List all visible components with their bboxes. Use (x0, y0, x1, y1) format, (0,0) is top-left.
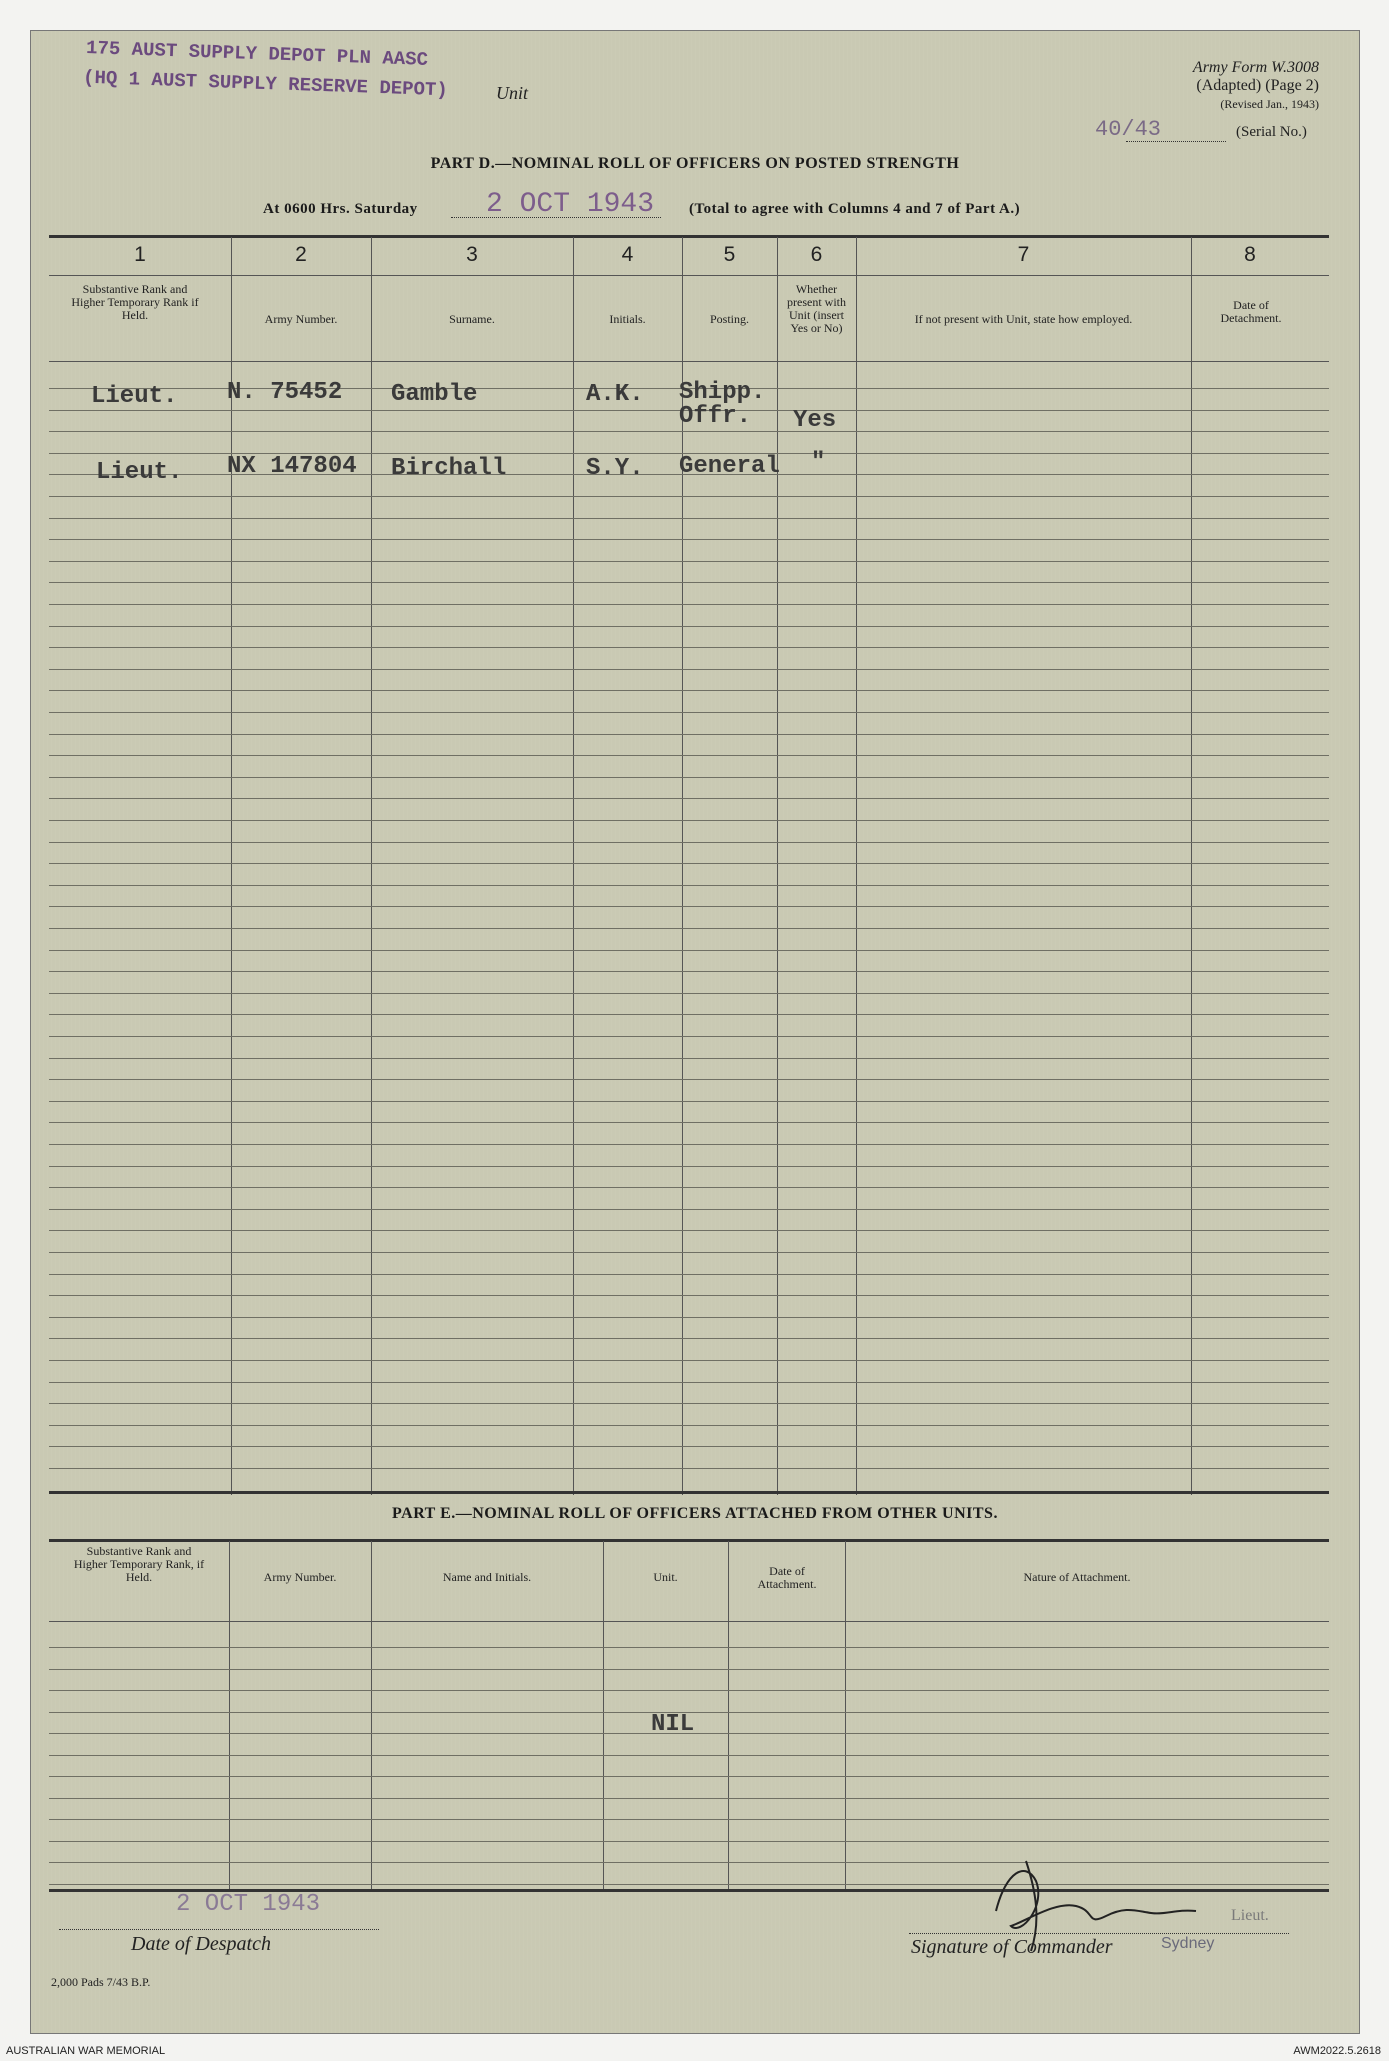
ruled-line (49, 1382, 1329, 1383)
unit-label: Unit (496, 83, 529, 103)
ruled-line (49, 626, 1329, 627)
col-3-label: Surname. (449, 312, 495, 326)
ruled-line (49, 1468, 1329, 1469)
ruled-line (49, 1166, 1329, 1167)
ruled-line (49, 1230, 1329, 1231)
serial-number-value: 40/43 (1095, 117, 1162, 142)
e-col-rank-label: Substantive Rank and Higher Temporary Rank, if Held. (73, 1544, 205, 1584)
row-2-surname: Birchall (391, 455, 507, 482)
commander-label: Signature of Commander (911, 1936, 1113, 1958)
ruled-line (49, 1036, 1329, 1037)
ruled-line (49, 496, 1329, 497)
row-1-initials: A.K. (586, 381, 644, 408)
unit-stamp-line1: 175 AUST SUPPLY DEPOT PLN AASC (85, 37, 429, 71)
ruled-line (49, 1819, 1329, 1820)
ruled-line (49, 906, 1329, 907)
row-1-army-number: N. 75452 (227, 379, 343, 406)
ruled-line (49, 647, 1329, 648)
col-5-number: 5 (723, 243, 736, 266)
ruled-line (49, 604, 1329, 605)
ruled-line (49, 1295, 1329, 1296)
ruled-line (49, 669, 1329, 670)
commander-dotted-line (909, 1933, 1289, 1934)
ruled-line (49, 755, 1329, 756)
row-2-present: " (811, 449, 826, 476)
ruled-line (49, 734, 1329, 735)
ruled-line (49, 1841, 1329, 1842)
rank-after-signature: Lieut. (1231, 1907, 1269, 1924)
e-col-name-label: Name and Initials. (442, 1570, 532, 1584)
ruled-line (49, 1079, 1329, 1080)
ruled-line (49, 1798, 1329, 1799)
ruled-line (49, 1122, 1329, 1123)
part-d-title: PART D.—NOMINAL ROLL OF OFFICERS ON POSTED STRENGTH (430, 155, 960, 172)
row-1-posting: Shipp. Offr. (679, 379, 766, 430)
form-revised: (Revised Jan., 1943) (1220, 97, 1319, 111)
despatch-label: Date of Despatch (131, 1933, 271, 1955)
ruled-line (49, 1776, 1329, 1777)
ruled-line (49, 842, 1329, 843)
ruled-line (49, 561, 1329, 562)
ruled-line (49, 431, 1329, 432)
col-8-number: 8 (1244, 243, 1256, 266)
col-2-number: 2 (295, 243, 307, 266)
ruled-line (49, 539, 1329, 540)
ruled-line (49, 820, 1329, 821)
col-4-label: Initials. (609, 312, 646, 326)
col-7-number: 7 (1017, 243, 1030, 266)
form-sheet (30, 30, 1360, 2034)
ruled-line (49, 1144, 1329, 1145)
ruled-line (49, 971, 1329, 972)
row-2-rank: Lieut. (96, 459, 183, 486)
e-col-nature-label: Nature of Attachment. (1023, 1570, 1131, 1584)
col-3-number: 3 (466, 243, 478, 266)
e-col-unit-label: Unit. (653, 1570, 678, 1584)
row-2-initials: S.Y. (586, 455, 644, 482)
ruled-line (49, 1014, 1329, 1015)
row-1-rank: Lieut. (91, 383, 178, 410)
ruled-line (49, 863, 1329, 864)
ruled-line (49, 1252, 1329, 1253)
ruled-line (49, 1058, 1329, 1059)
ruled-line (49, 518, 1329, 519)
ruled-line (49, 1446, 1329, 1447)
signature-stamp: Sydney (1161, 1935, 1215, 1952)
ruled-line (49, 712, 1329, 713)
col-6-label: Whether present with Unit (insert Yes or No) (787, 282, 846, 335)
at-time-label: At 0600 Hrs. Saturday (263, 201, 418, 217)
unit-stamp-line2: (HQ 1 AUST SUPPLY RESERVE DEPOT) (82, 66, 449, 102)
ruled-line (49, 1317, 1329, 1318)
col-7-label: If not present with Unit, state how employed. (914, 312, 1133, 326)
col-1-label: Substantive Rank and Higher Temporary Rank if Held. (71, 282, 199, 322)
ruled-line (49, 582, 1329, 583)
ruled-line (49, 993, 1329, 994)
col-5-label: Posting. (709, 312, 749, 326)
archive-credit-right: AWM2022.5.2618 (1293, 2045, 1381, 2057)
ruled-line (49, 885, 1329, 886)
ruled-line (49, 1690, 1329, 1691)
col-1-number: 1 (134, 243, 146, 266)
print-note: 2,000 Pads 7/43 B.P. (51, 1975, 151, 1989)
part-e-nil-entry: NIL (651, 1711, 695, 1738)
ruled-line (49, 950, 1329, 951)
ruled-line (49, 928, 1329, 929)
ruled-line (49, 1647, 1329, 1648)
ruled-line (49, 1338, 1329, 1339)
form-reference (1193, 59, 1319, 113)
col-6-number: 6 (810, 243, 823, 266)
total-note: (Total to agree with Columns 4 and 7 of Part A.) (689, 201, 1021, 217)
serial-label: (Serial No.) (1236, 124, 1307, 140)
ruled-line (49, 1274, 1329, 1275)
form-adapted: (Adapted) (Page 2) (1196, 77, 1319, 94)
col-4-number: 4 (621, 243, 634, 266)
ruled-line (49, 1360, 1329, 1361)
ruled-line (49, 1403, 1329, 1404)
e-col-army-number-label: Army Number. (263, 1570, 337, 1584)
ruled-line (49, 1755, 1329, 1756)
e-col-date-label: Date of Attachment. (757, 1564, 817, 1591)
archive-credit-left: AUSTRALIAN WAR MEMORIAL (6, 2045, 166, 2057)
form-number: Army Form W.3008 (1192, 59, 1319, 76)
despatch-date-stamp: 2 OCT 1943 (176, 1891, 321, 1918)
col-8-label: Date of Detachment. (1220, 298, 1282, 325)
col-2-label: Army Number. (264, 312, 338, 326)
ruled-line (49, 1425, 1329, 1426)
ruled-line (49, 798, 1329, 799)
row-1-surname: Gamble (391, 381, 478, 408)
serial-dotted-line (1126, 141, 1226, 142)
ruled-line (49, 777, 1329, 778)
date-stamp: 2 OCT 1943 (486, 189, 655, 220)
row-2-posting: General (679, 453, 780, 480)
row-2-army-number: NX 147804 (227, 453, 357, 480)
row-1-present: Yes (793, 407, 837, 434)
ruled-line (49, 1209, 1329, 1210)
part-e-title: PART E.—NOMINAL ROLL OF OFFICERS ATTACHED FROM OTHER UNITS. (392, 1505, 998, 1522)
ruled-line (49, 690, 1329, 691)
despatch-dotted-line (59, 1929, 379, 1930)
ruled-line (49, 1669, 1329, 1670)
ruled-line (49, 1101, 1329, 1102)
ruled-line (49, 1187, 1329, 1188)
